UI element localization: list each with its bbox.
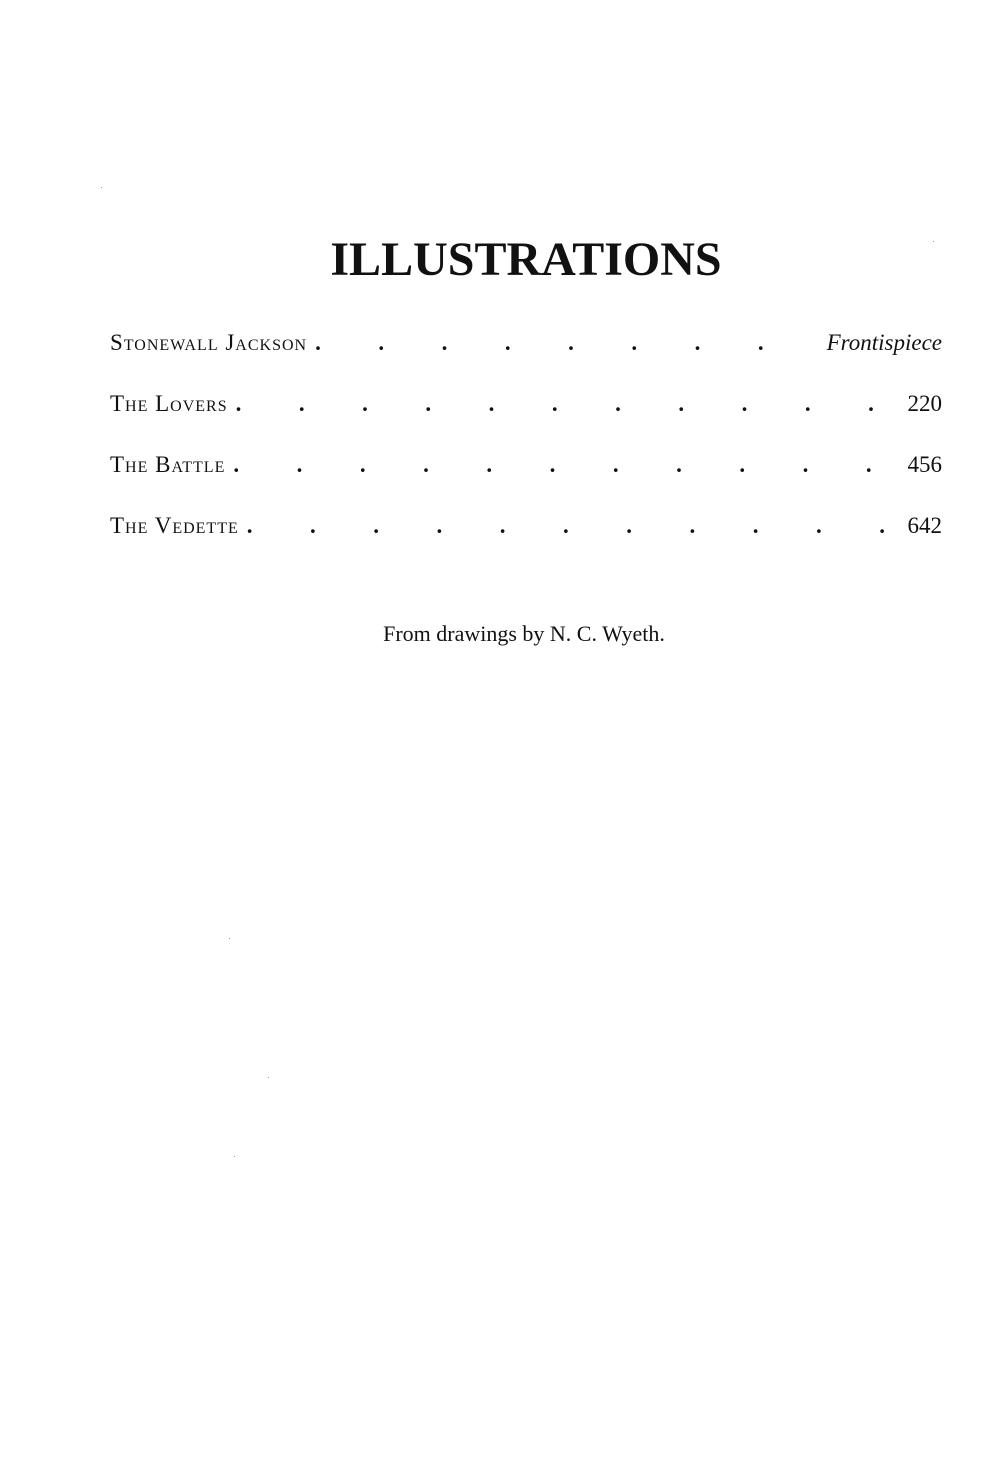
list-item [110,330,942,370]
dot-leader [233,452,899,478]
dot-leader [236,391,900,417]
illustrations-list [110,330,942,574]
scan-speck [933,241,934,242]
entry-page: Frontispiece [826,330,942,355]
scan-speck [101,187,102,188]
entry-title: Stonewall Jackson [110,330,308,355]
entry-page: 220 [907,391,942,416]
scan-speck [234,1156,235,1157]
scan-speck [268,1077,269,1078]
entry-page: 642 [907,513,942,538]
list-item [110,513,942,553]
entry-title: The Battle [110,452,226,477]
entry-title: The Vedette [110,513,239,538]
entry-page: 456 [907,452,942,477]
entry-title: The Lovers [110,391,228,416]
dot-leader [315,330,819,356]
scan-speck [229,938,230,939]
list-item [110,452,942,492]
page-title: ILLUSTRATIONS [330,233,722,286]
dot-leader [247,513,900,539]
list-item [110,391,942,431]
illustration-credit: From drawings by N. C. Wyeth. [383,621,665,646]
